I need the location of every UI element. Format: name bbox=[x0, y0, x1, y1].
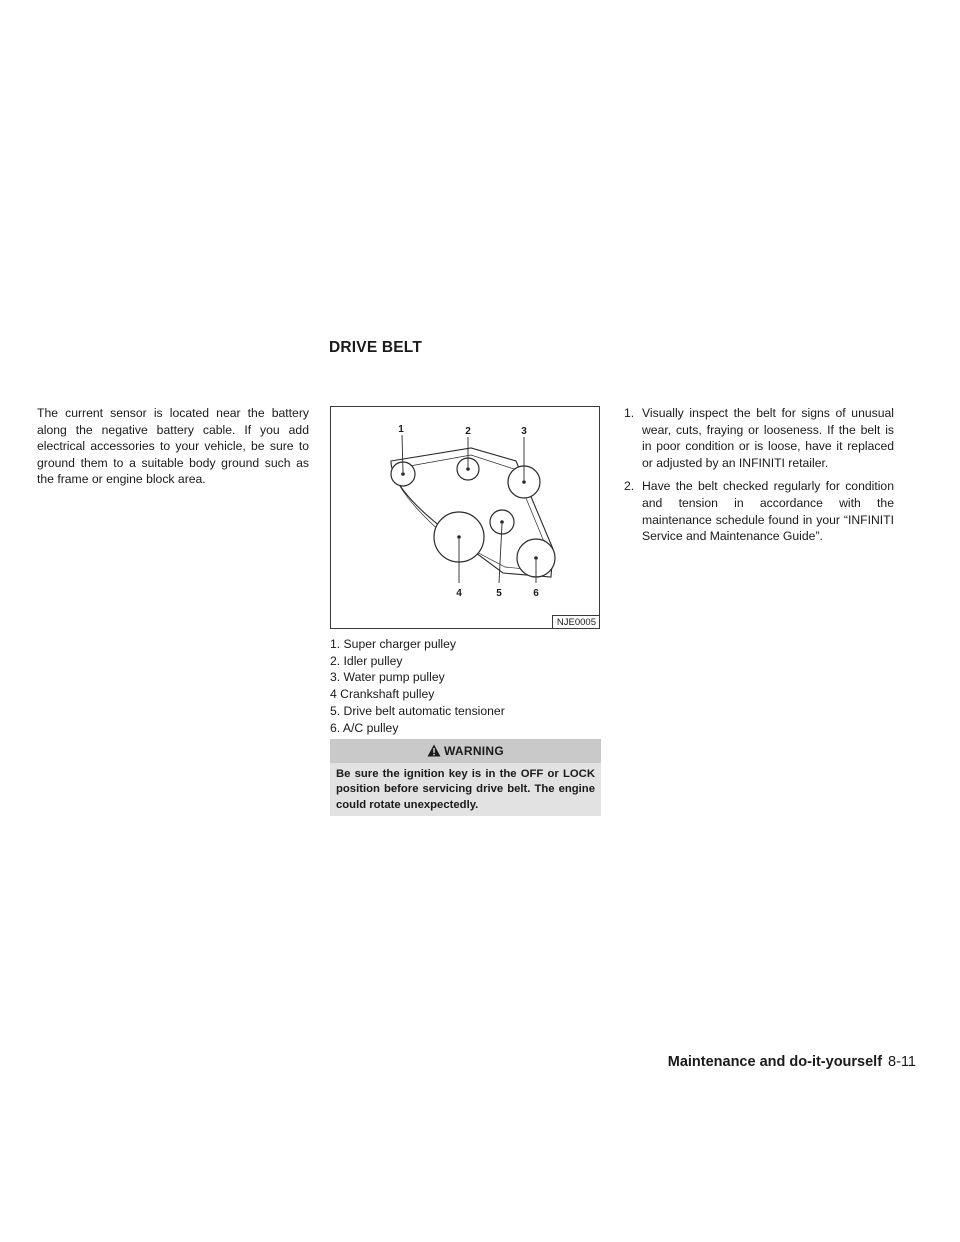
legend-item: 5. Drive belt automatic tensioner bbox=[330, 703, 505, 718]
legend-item: 3. Water pump pulley bbox=[330, 670, 445, 685]
step-text: Have the belt checked regularly for condition and tension in accordance with the maintenance schedule found in your “INFINITI Service and Maintenance Guide”. bbox=[642, 479, 894, 544]
current-sensor-paragraph: The current sensor is located near the battery along the negative battery cable. If you add electrical accessories to your vehicle, be sure to ground them to a suitable body ground such as the frame or engine block area. bbox=[37, 406, 309, 487]
legend-item: 1. Super charger pulley bbox=[330, 637, 457, 651]
warning-title: WARNING bbox=[443, 744, 505, 758]
section-title: DRIVE BELT bbox=[329, 339, 422, 356]
warning-box bbox=[330, 739, 601, 816]
step-item bbox=[622, 478, 894, 544]
warning-triangle-icon bbox=[427, 744, 441, 757]
drive-belt-diagram bbox=[330, 406, 600, 629]
callout-3: 3 bbox=[521, 426, 527, 437]
pulley-legend bbox=[330, 636, 602, 736]
callout-4: 4 bbox=[456, 588, 462, 599]
belt-routing-illustration bbox=[331, 407, 601, 630]
callout-1: 1 bbox=[398, 424, 404, 435]
callout-2: 2 bbox=[465, 426, 471, 437]
callout-5: 5 bbox=[496, 588, 502, 599]
page-number: 8-11 bbox=[888, 1054, 916, 1070]
footer-section-name: Maintenance and do-it-yourself bbox=[667, 1054, 883, 1070]
warning-header bbox=[330, 739, 601, 763]
step-item bbox=[622, 405, 894, 471]
step-text: Visually inspect the belt for signs of unusual wear, cuts, fraying or looseness. If the belt is in poor condition or is loose, have it replaced or adjusted by an INFINITI retailer. bbox=[642, 406, 894, 470]
page-footer bbox=[668, 1054, 916, 1070]
figure-code: NJE0005 bbox=[552, 615, 599, 628]
step-number: 2. bbox=[624, 479, 635, 494]
legend-item: 2. Idler pulley bbox=[330, 653, 403, 668]
warning-text: Be sure the ignition key is in the OFF or LOCK position before servicing drive belt. The engine could rotate unexpectedly. bbox=[336, 768, 595, 811]
legend-item: 6. A/C pulley bbox=[330, 720, 399, 735]
inspection-steps bbox=[622, 405, 894, 552]
callout-6: 6 bbox=[533, 588, 539, 599]
step-number: 1. bbox=[624, 406, 635, 420]
legend-item: 4 Crankshaft pulley bbox=[330, 687, 435, 702]
